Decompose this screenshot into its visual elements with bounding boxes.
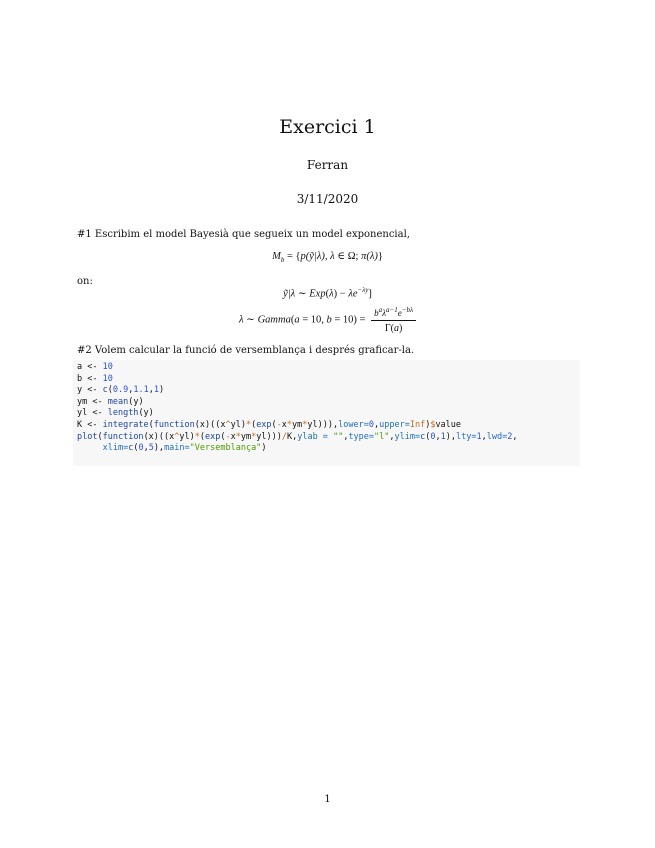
code-token: (y) [138, 408, 154, 419]
code-token: * [194, 431, 200, 442]
code-line [77, 443, 266, 453]
code-token: x [281, 419, 287, 430]
code-token [77, 443, 103, 453]
page-title: Exercici 1 [279, 116, 376, 138]
code-token: ), [445, 431, 456, 442]
code-token: lower= [338, 419, 369, 430]
code-token: / [281, 431, 287, 442]
date: 3/11/2020 [296, 192, 359, 206]
code-token: c [128, 443, 134, 454]
code-token: ( [220, 431, 226, 442]
code-token: K <- [77, 419, 103, 430]
code-token: * [286, 419, 293, 430]
code-token: y <- [77, 385, 103, 396]
code-token: , [373, 419, 380, 430]
code-token: "" [333, 431, 344, 442]
code-token: - [276, 419, 282, 430]
code-token: , [128, 385, 134, 396]
code-token: ( [271, 419, 277, 430]
code-line [77, 408, 154, 418]
code-token: "l" [374, 431, 390, 442]
prior-fraction: $\frac{b^a\lambda^{a-1}e^{-b\lambda}}{\Gamma(a)}$ [371, 306, 416, 334]
code-line [77, 385, 164, 395]
code-token: lty= [455, 431, 477, 442]
code-token: , [512, 431, 518, 442]
code-token: 0 [430, 431, 436, 442]
code-token: ), [153, 443, 165, 454]
code-block [77, 362, 517, 455]
code-token: * [245, 419, 252, 430]
code-token: ym <- [77, 396, 108, 407]
code-token: type= [348, 431, 375, 442]
code-token: yl <- [77, 408, 108, 419]
equation-likelihood: ỹ|λ ∼ $Exp(\lambda) - \lambda e^{-\lambda y}$] [283, 286, 372, 300]
code-token: ( [251, 419, 257, 430]
code-token: ^ [174, 431, 180, 442]
code-token: * [251, 431, 257, 442]
code-token: main= [164, 443, 190, 454]
code-line [77, 432, 517, 442]
code-token: , [148, 385, 154, 396]
on-label: on: [77, 276, 93, 287]
code-token: ^ [225, 419, 231, 430]
code-token: x [230, 431, 236, 442]
code-token: lwd= [486, 431, 508, 442]
code-token: a <- [77, 362, 103, 372]
author: Ferran [306, 158, 349, 172]
code-token: 10 [102, 373, 113, 384]
code-token: 0 [368, 419, 374, 430]
code-token: plot [77, 431, 98, 442]
code-token: ) [158, 385, 165, 396]
code-token: c [420, 431, 426, 442]
section2-text: #2 Volem calcular la funció de versemblança i després graficar-la. [77, 345, 415, 356]
code-token: ( [425, 431, 431, 442]
code-token: ym [240, 431, 252, 442]
code-token: value [435, 419, 462, 430]
page-number: 1 [324, 794, 331, 805]
code-token: , [481, 431, 487, 442]
code-token: mean [107, 396, 129, 407]
section1-text: #1 Escribim el model Bayesià que segueix un model exponencial, [77, 229, 410, 240]
code-token: ( [133, 443, 139, 454]
code-token: function [153, 419, 195, 430]
code-token: ( [199, 431, 206, 442]
code-token: ym [292, 419, 303, 430]
code-token: (y) [128, 396, 144, 407]
code-line [77, 397, 144, 407]
code-token: 1 [440, 431, 446, 442]
code-token: 5 [148, 443, 154, 454]
equation-prior: λ ∼ Gamma(a = 10, b = 10) = $\frac{b^a\lambda^{a-1}e^{-b\lambda}}{\Gamma(a)}$ [0, 306, 655, 334]
code-token: ) [425, 419, 431, 430]
code-token: c [102, 385, 108, 396]
code-token: upper= [379, 419, 410, 430]
code-token: * [302, 419, 308, 430]
code-token: yl) [230, 419, 246, 430]
code-token: ylab = [297, 431, 328, 442]
code-token: yl) [179, 431, 195, 442]
code-line [77, 362, 113, 372]
code-token: ) [261, 443, 267, 454]
code-token: ( [97, 431, 103, 442]
code-token: , [343, 431, 349, 442]
code-token: ylim= [394, 431, 421, 442]
code-token: (x)((x [143, 431, 175, 442]
code-token: 2 [507, 431, 513, 442]
code-token: , [143, 443, 149, 454]
code-line [77, 420, 461, 430]
code-token: integrate [102, 419, 149, 430]
code-line [77, 374, 113, 384]
code-token: $ [430, 419, 436, 430]
code-token: 0 [138, 443, 144, 454]
code-token: exp [205, 431, 221, 442]
code-token: length [107, 408, 139, 419]
code-token: 1 [153, 385, 159, 396]
code-token: ( [148, 419, 154, 430]
code-token: , [435, 431, 441, 442]
code-token: ( [107, 385, 113, 396]
code-token: - [225, 431, 231, 442]
code-token: 1 [476, 431, 482, 442]
code-token: yl))), [307, 419, 339, 430]
code-token: K, [286, 431, 298, 442]
code-token: function [102, 431, 144, 442]
code-token: b <- [77, 373, 103, 384]
code-token: * [235, 431, 241, 442]
code-token: yl))) [256, 431, 282, 442]
code-token: 1.1 [133, 385, 149, 396]
code-token: 0.9 [112, 385, 129, 396]
code-token: "Versemblança" [189, 443, 262, 454]
code-token: , [389, 431, 395, 442]
code-token: exp [256, 419, 272, 430]
code-token: 10 [102, 362, 113, 372]
equation-model: $M_b$ = {p(ỹ|λ), λ ∈ Ω; π(λ)} [272, 251, 383, 265]
code-token: (x)((x [194, 419, 226, 430]
code-token: xlim= [102, 443, 129, 454]
code-token: Inf [409, 419, 426, 430]
